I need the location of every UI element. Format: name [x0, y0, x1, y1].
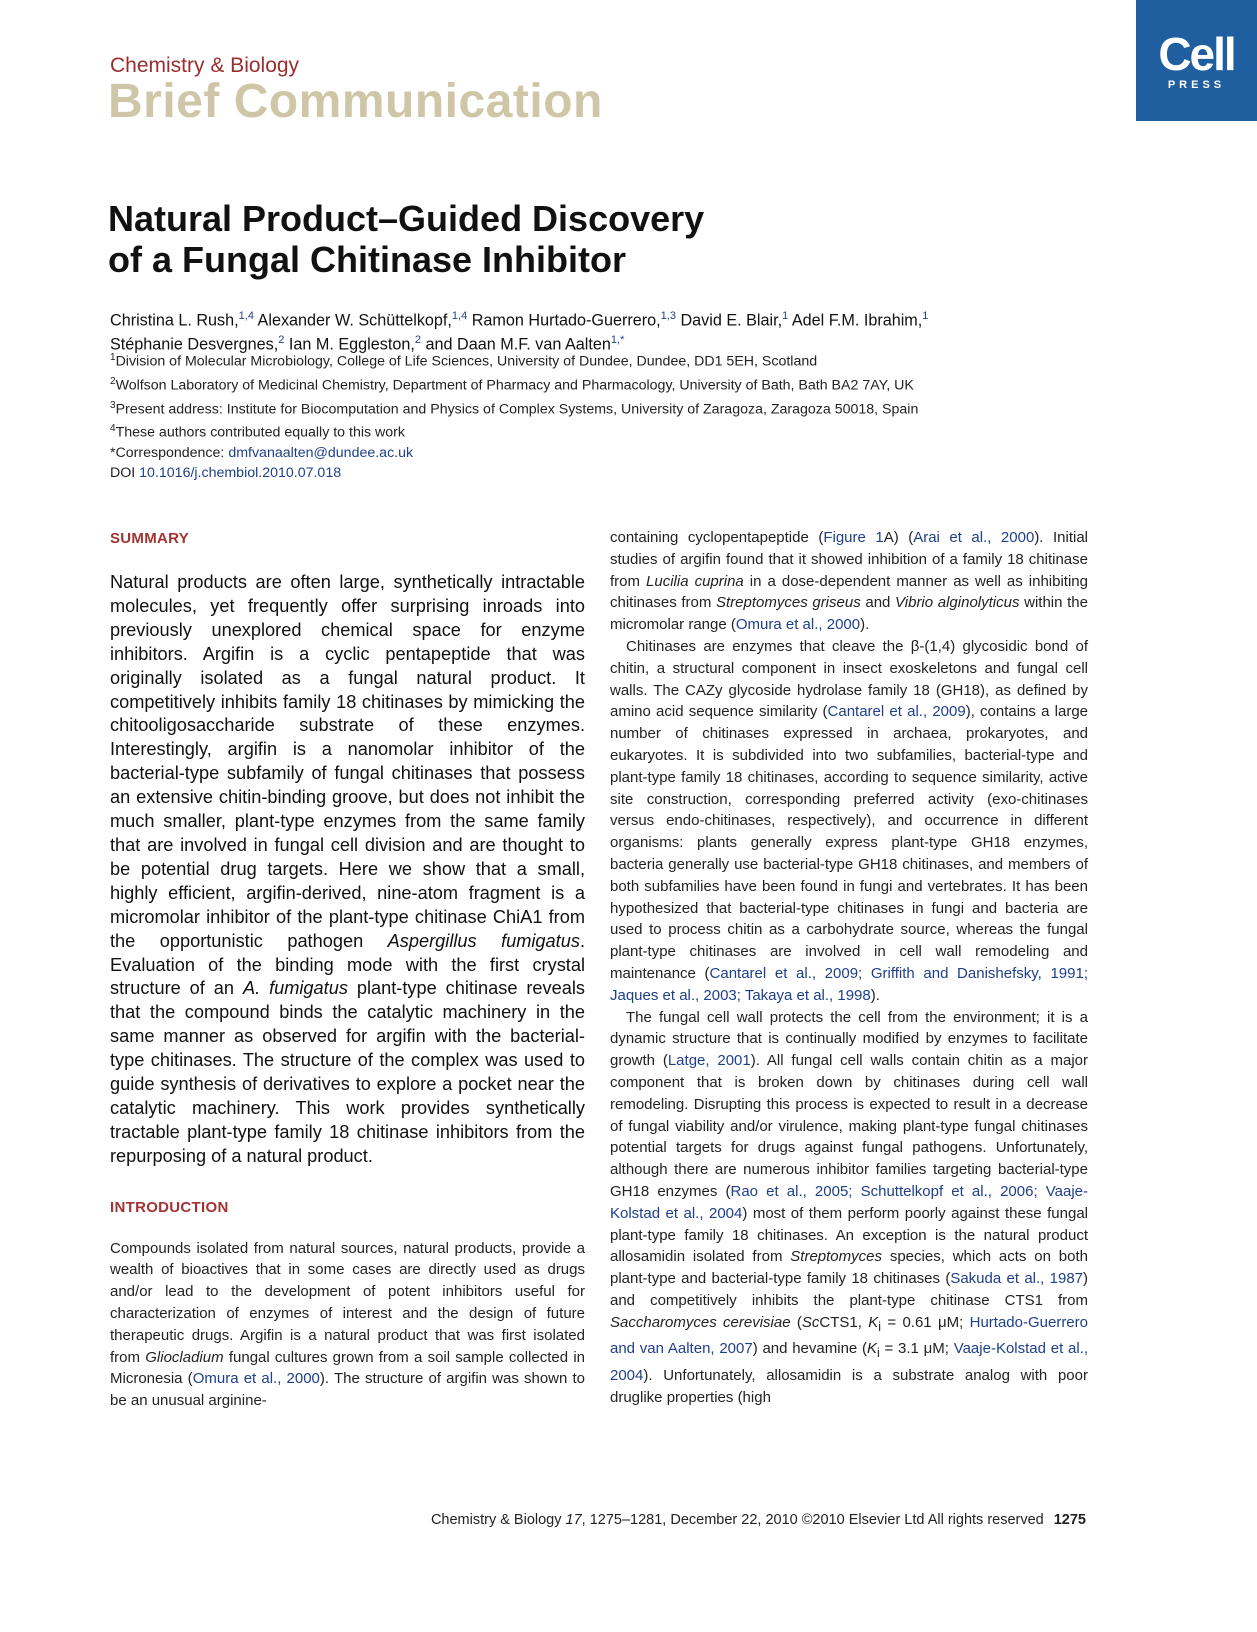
author-affil-ref[interactable]: 2 [278, 334, 285, 347]
author-affil-ref[interactable]: 1,4 [238, 310, 254, 322]
affiliations [110, 348, 1110, 484]
author-affil-ref[interactable]: 1 [922, 310, 929, 322]
doi-link[interactable]: 10.1016/j.chembiol.2010.07.018 [139, 465, 342, 482]
page-number: 1275 [1053, 1512, 1086, 1528]
correspondence-email-link[interactable]: dmfvanaalten@dundee.ac.uk [228, 445, 414, 462]
affiliation-3: $^3$Present address: Institute for Biocomputation and Physics of Complex Systems, University of Zaragoza, Zaragoza 50018, Spain [110, 399, 919, 418]
left-column [110, 530, 585, 1412]
article-title [108, 198, 1008, 280]
page-footer: Chemistry & Biology 17, 1275–1281, December 22, 2010 ©2010 Elsevier Ltd All rights reserved 1275 [430, 1512, 1086, 1528]
logo-word: Cell [1158, 27, 1235, 80]
citation-link[interactable]: Hurtado-Guerrero and van Aalten, 2007 [610, 1313, 1088, 1358]
logo-subtext: PRESS [1167, 78, 1226, 91]
citation-link[interactable]: Cantarel et al., 2009; Griffith and Danishefsky, 1991; Jaques et al., 2003; Takaya et al., 1998 [610, 964, 1088, 1004]
citation-link[interactable]: Omura et al., 2000 [192, 1370, 320, 1388]
author-name: Ramon Hurtado-Guerrero, [467, 311, 661, 330]
author-name: Stéphanie Desvergnes, [110, 335, 279, 354]
paragraph-1: containing cyclopentapeptide (Figure 1A) (Arai et al., 2000). Initial studies of argifin found that it showed inhibition of a family 18 chitinase from Lucilia cuprina in a dose-dependent manner as well as inhibiting chitinases from Streptomyces griseus and Vibrio alginolyticus within the micromolar range (Omura et al., 2000). [610, 529, 1088, 634]
citation-link[interactable]: Cantarel et al., 2009 [827, 703, 966, 721]
right-column [610, 527, 1088, 1409]
author-affil-ref[interactable]: 1,3 [660, 310, 676, 322]
correspondence: *Correspondence: dmfvanaalten@dundee.ac.uk [110, 445, 414, 462]
paragraph-3: The fungal cell wall protects the cell from the environment; it is a dynamic structure that is continually modified by enzymes to facilitate growth (Latge, 2001). All fungal cell walls contain chitin as a major component that is broken down by chitinases during cell wall remodeling. Disrupting this process is expected to result in a decrease of fungal viability and/or virulence, making plant-type fungal chitinases potential targets for drugs against fungal pathogens. Unfortunately, although there are numerous inhibitor families targeting bacterial-type GH18 enzymes (Rao et al., 2005; Schuttelkopf et al., 2006; Vaaje-Kolstad et al., 2004) most of them perform poorly against these fungal plant-type family 18 chitinases. An exception is the natural product allosamidin isolated from Streptomyces species, which acts on both plant-type and bacterial-type family 18 chitinases (Sakuda et al., 1987) and competitively inhibits the plant-type chitinase CTS1 from Saccharomyces cerevisiae (ScCTS1, $K_i = 0.61$ μM; Hurtado-Guerrero and van Aalten, 2007) and hevamine ($K_i = 3.1$ μM; Vaaje-Kolstad et al., 2004). Unfortunately, allosamidin is a substrate analog with poor druglike properties (high [610, 1008, 1088, 1407]
author-affil-ref[interactable]: 2 [414, 334, 422, 347]
section-type: Brief Communication [108, 75, 603, 128]
author-name: Adel F.M. Ibrahim, [788, 311, 923, 330]
doi: DOI 10.1016/j.chembiol.2010.07.018 [110, 465, 342, 482]
citation-link[interactable]: Rao et al., 2005; Schuttelkopf et al., 2006; Vaaje-Kolstad et al., 2004 [610, 1182, 1088, 1222]
citation-link[interactable]: Arai et al., 2000 [913, 529, 1035, 546]
journal-name: Chemistry & Biology [110, 54, 300, 77]
authors-line-1 [110, 306, 1110, 330]
author-name: Ian M. Eggleston, [284, 335, 415, 354]
author-name: Christina L. Rush, [110, 311, 239, 330]
author-name: and Daan M.F. van Aalten [421, 335, 611, 354]
author-affil-ref[interactable]: 1,* [610, 334, 625, 347]
author-affil-ref[interactable]: 1 [782, 310, 789, 322]
figure-link[interactable]: Figure 1 [823, 529, 884, 546]
introduction-heading: INTRODUCTION [110, 1198, 229, 1216]
title-line-2: of a Fungal Chitinase Inhibitor [108, 239, 626, 280]
summary-heading: SUMMARY [110, 530, 190, 547]
affiliation-4: $^4$These authors contributed equally to this work [110, 423, 405, 442]
citation-link[interactable]: Sakuda et al., 1987 [950, 1270, 1083, 1288]
paragraph-2: Chitinases are enzymes that cleave the β-(1,4) glycosidic bond of chitin, a structural component in insect exoskeletons and fungal cell walls. The CAZy glycoside hydrolase family 18 (GH18), as defined by amino acid sequence similarity (Cantarel et al., 2009), contains a large number of chitinases expressed in archaea, prokaryotes, and eukaryotes. It is subdivided into two subfamilies, bacterial-type and plant-type family 18 chitinases, according to sequence similarity, active site construction, corresponding preferred activity (exo-chitinases versus endo-chitinases, respectively), and occurrence in different organisms: plants generally express plant-type GH18 enzymes, bacteria generally use bacterial-type GH18 chitinases, and members of both subfamilies have been found in fungi and vertebrates. It has been hypothesized that bacterial-type chitinases in fungi and bacteria are used to process chitin as a carbohydrate source, whereas the fungal plant-type chitinases are involved in cell wall remodeling and maintenance (Cantarel et al., 2009; Griffith and Danishefsky, 1991; Jaques et al., 2003; Takaya et al., 1998). [610, 637, 1089, 1004]
author-name: Alexander W. Schüttelkopf, [253, 311, 452, 330]
citation-link[interactable]: Vaaje-Kolstad et al., 2004 [610, 1340, 1088, 1385]
affiliation-1: $^1$Division of Molecular Microbiology, College of Life Sciences, University of Dundee, Dundee, DD1 5EH, Scotland [110, 352, 818, 370]
citation-link[interactable]: Omura et al., 2000 [735, 616, 861, 634]
cell-press-logo[interactable] [1136, 0, 1257, 121]
citation-link[interactable]: Latge, 2001 [667, 1052, 751, 1070]
introduction-text: Compounds isolated from natural sources, natural products, provide a wealth of bioactives that in some cases are directly used as drugs and/or lead to the development of potent inhibitors useful for characterization of enzymes of interest and the design of future therapeutic drugs. Argifin is a natural product that was first isolated from Gliocladium fungal cultures grown from a soil sample collected in Micronesia (Omura et al., 2000). The structure of argifin was shown to be an unusual arginine- [110, 1239, 586, 1410]
title-line-1: Natural Product–Guided Discovery [108, 198, 705, 239]
affiliation-2: $^2$Wolfson Laboratory of Medicinal Chemistry, Department of Pharmacy and Pharmacology, University of Bath, Bath BA2 7AY, UK [110, 375, 914, 394]
author-affil-ref[interactable]: 1,4 [451, 310, 468, 322]
author-name: David E. Blair, [675, 311, 783, 330]
summary-text: Natural products are often large, synthetically intractable molecules, yet frequently offer surprising inroads into previously unexplored chemical space for enzyme inhibitors. Argifin is a cyclic pentapeptide that was originally isolated as a fungal natural product. It competitively inhibits family 18 chitinases by mimicking the chitooligosaccharide substrate of these enzymes. Interestingly, argifin is a nanomolar inhibitor of the bacterial-type subfamily of fungal chitinases that possess an extensive chitin-binding groove, but does not inhibit the much smaller, plant-type enzymes from the same family that are involved in fungal cell division and are thought to be potential drug targets. Here we show that a small, highly efficient, argifin-derived, nine-atom fragment is a micromolar inhibitor of the plant-type chitinase ChiA1 from the opportunistic pathogen Aspergillus fumigatus. Evaluation of the binding mode with the first crystal structure of an A. fumigatus plant-type chitinase reveals that the compound binds the catalytic machinery in the same manner as observed for argifin with the bacterial-type chitinases. The structure of the complex was used to guide synthesis of derivatives to explore a pocket near the catalytic machinery. This work provides synthetically tractable plant-type family 18 chitinase inhibitors from the repurposing of a natural product. [110, 572, 585, 1166]
